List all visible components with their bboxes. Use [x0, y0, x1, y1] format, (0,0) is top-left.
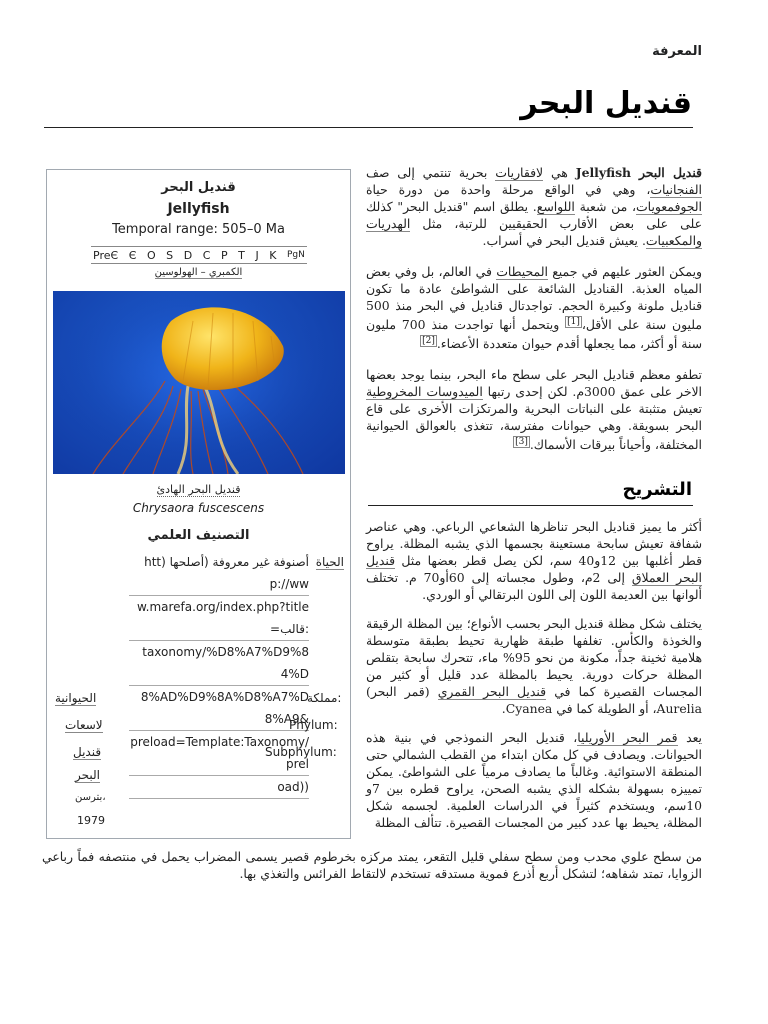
- phylum-value[interactable]: لاسعات: [65, 718, 103, 732]
- phylum-label: Phylum:: [289, 718, 338, 732]
- link-stauromedusae[interactable]: الميدوسات المخروطية: [366, 384, 483, 400]
- classification-heading: التصنيف العلمي: [147, 528, 250, 543]
- link-moon-jellyfish[interactable]: قنديل البحر القمري: [437, 684, 547, 699]
- habitat-paragraph: ويمكن العثور عليهم في جميع المحيطات في العالم، بل وفي بعض المياه العذبة. القناديل الشائعة على الشواطئ عادة ما تكون قناديل ملونة وكبيرة الحجم. تواجدتال قناديل في البحر منذ 500 مليون سنة على الأقل،[1] ويتحمل أنها تواجدت منذ 700 مليون سنة أو أكثر، مما يجعلها أقدم حيوان متعددة الأعضاء.[2]: [366, 264, 703, 352]
- infobox-title-english: Jellyfish: [167, 201, 230, 217]
- authority: بترسن،: [75, 792, 106, 803]
- life-label: [316, 551, 344, 573]
- period-label[interactable]: S: [166, 248, 174, 262]
- kingdom-row: [55, 691, 97, 711]
- life-value-line[interactable]: w.marefa.org/index.php?title=قالب:: [129, 596, 309, 641]
- infobox: [46, 169, 351, 839]
- jellyfish-image[interactable]: [53, 291, 345, 474]
- citation-link[interactable]: [2]: [422, 336, 435, 347]
- intro-paragraph: قنديل البحر Jellyfish هي لافقاريات بحرية تنتمي إلى صف الفنجانيات، وهي في الواقع مرحلة واحدة من دورة حياة الجوفمعويات، من شعبة اللواسع. يطلق اسم "قنديل البحر" كذلك على على بعض الأقارب الحقيقيين للرتبة، مثل الهدريات والمكعبيات. يعيش قنديل البحر في أسراب.: [366, 165, 702, 248]
- kingdom-label: مملكة:: [307, 691, 342, 705]
- period-label[interactable]: D: [183, 248, 193, 262]
- subphylum-value[interactable]: قنديل: [73, 745, 102, 759]
- link-aurelia[interactable]: قمر البحر الأوريليا: [577, 730, 678, 745]
- subphylum-value-cont[interactable]: البحر: [75, 768, 100, 782]
- jellyfish-illustration: [53, 291, 345, 474]
- behavior-paragraph: تطفو معظم قناديل البحر على سطح ماء البحر، بينما يوجد بعضها الاخر على عمق 3000م. لكن إحدى رتبها الميدوسات المخروطية تعيش متثبتة على النباتات البحرية والمرتكزات الأخرى على قاع البحر بسويقة. وهي حيوانات مفترسة، تتغذى بالعوالق الحيوانية المختلفة، وأحياناً بيرقات الأسماك.[3]: [366, 367, 702, 453]
- image-caption-arabic: [47, 483, 350, 496]
- image-caption-latin: Chrysaora fuscescens: [132, 501, 265, 515]
- link-giant-jellyfish[interactable]: قنديل البحر العملاق: [366, 553, 702, 585]
- period-label[interactable]: P: [220, 248, 228, 262]
- link-hydrozoa[interactable]: الهدريات: [366, 216, 411, 231]
- bell-shape-paragraph: يختلف شكل مظلة قنديل البحر بحسب الأنواع؛ بين المظلة الرقيقة والخوذة والكأس. تغلفها طبقة ظهارية تحيط بطبقة متوسطة هلامية ثخينة جداً، مكونة من نحو 95% ماء، تتحرك سابحة بتقلص المظلة حركات دورية. يحيط بالمظلة عدد قليل أو كثير من المجسات القصيرة كما في قنديل البحر القمري (قمر البحر) Aurelia، أو الطويلة كما في Cyanea.: [366, 616, 703, 716]
- life-value: [129, 551, 309, 799]
- era-range: [47, 267, 350, 278]
- page-title: قنديل البحر: [520, 86, 692, 121]
- citation-link[interactable]: [3]: [515, 437, 528, 448]
- anatomy-section: [366, 518, 702, 843]
- site-name[interactable]: المعرفة: [652, 44, 702, 59]
- life-value-line[interactable]: taxonomy/%D8%A7%D9%84%D: [129, 641, 309, 686]
- term-arabic: قنديل البحر: [638, 165, 702, 180]
- infobox-title-arabic: قنديل البحر: [161, 180, 236, 195]
- period-timeline: [91, 246, 307, 264]
- period-label[interactable]: C: [202, 248, 211, 262]
- life-value-prefix[interactable]: أصنوفة غير معروفة (أصلحها (http://ww: [129, 551, 309, 596]
- period-label[interactable]: Є: [128, 248, 137, 262]
- life-value-line[interactable]: 8%AD%D9%8A%D8%A7%D8%A9&: [129, 686, 309, 731]
- life-value-line[interactable]: oad)): [129, 776, 309, 799]
- life-link[interactable]: الحياة: [315, 555, 344, 569]
- period-label[interactable]: O: [146, 248, 156, 262]
- period-label[interactable]: T: [238, 248, 245, 262]
- aurelia-paragraph-continued: من سطح علوي محدب ومن سطح سفلي قليل التقعر، يمتد مركزه بخرطوم قصير يسمى المضراب يحمل في منتصفه فماً رباعي الزوايا، تمتد شفاهه؛ لتشكل أربع أذرع فموية مستدقه تستخدم لالتقاط الفرائس والتغذي بها.: [42, 849, 702, 881]
- link-scyphozoa[interactable]: الفنجانيات: [650, 182, 702, 197]
- link-coelenterates[interactable]: الجوفمعويات: [636, 199, 702, 214]
- link-cubozoa[interactable]: والمكعبيات: [645, 233, 702, 248]
- kingdom-value[interactable]: الحيوانية: [55, 691, 97, 705]
- link-invertebrates[interactable]: لافقاريات: [495, 165, 544, 180]
- subphylum-label: Subphylum:: [265, 745, 337, 759]
- section-divider: [368, 505, 693, 506]
- temporal-range: Temporal range: 505–0 Ma: [112, 222, 285, 237]
- link-oceans[interactable]: المحيطات: [496, 264, 548, 279]
- life-value-line[interactable]: preload=Template:Taxonomy/prel: [129, 731, 309, 776]
- term-english: Jellyfish: [575, 165, 632, 180]
- section-heading-anatomy: التشريح: [622, 479, 692, 500]
- period-label[interactable]: J: [255, 248, 259, 262]
- title-divider: [44, 127, 693, 128]
- image-caption-link[interactable]: قنديل البحر الهادئ: [156, 483, 241, 496]
- period-label[interactable]: PreЄ: [93, 248, 119, 262]
- link-cnidaria[interactable]: اللواسع: [536, 199, 575, 214]
- anatomy-paragraph: أكثر ما يميز قناديل البحر تناظرها الشعاعي الرباعي. وهي عناصر شفافة تعيش سابحة مستعينة بجسمها الذي يشبه المظلة. يراوح قطر أغلبها بين 12و40 سم، لكن يصل قطر بعضها مثل قنديل البحر العملاق إلى 2م، وطول مجساته إلى 60أو70 م. تختلف ألوانها بين العديمة اللون إلى اللون البرتقالي أو الوردي.: [366, 519, 702, 602]
- era-range-link[interactable]: الكمبري – الهولوسين: [154, 267, 243, 278]
- citation-link[interactable]: [1]: [567, 317, 580, 327]
- authority-year: 1979: [77, 814, 105, 827]
- period-label[interactable]: K: [269, 248, 277, 262]
- article-intro: [366, 164, 702, 467]
- aurelia-paragraph: يعد قمر البحر الأوريليا، قنديل البحر النموذجي في بنية هذه الحيوانات. ويصادف في كل مكان ابتداء من القطب الشمالي حتى المنطقة الاستوائية. وغالباً ما يصادف مرمياً على الشواطئ. يمكن تمييزه بسهولة بشكله الذي يشبه الصحن، يراوح قطره بين 7و 10سم، ويستخدم كثيراً في الدراسات العلمية. لجسمه شكل المظلة، يحيط بها عدد كبير من المجسات القصيرة. تتألف المظلة: [366, 730, 703, 830]
- period-label[interactable]: PgN: [287, 250, 305, 260]
